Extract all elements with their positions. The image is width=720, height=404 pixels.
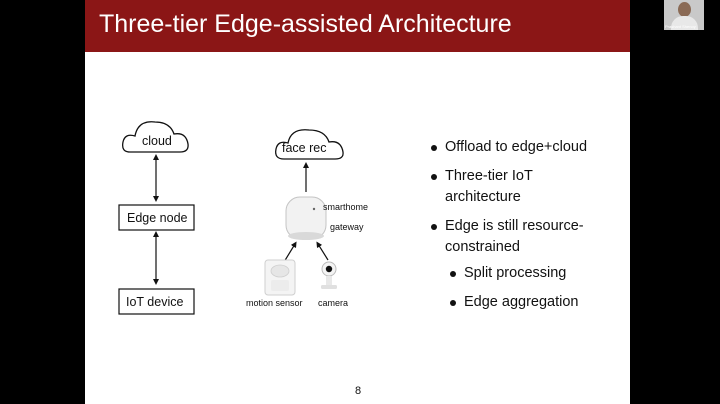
bullet-item: Offload to edge+cloud [431, 137, 587, 158]
motion-sensor-icon [265, 260, 295, 295]
page-number: 8 [355, 385, 362, 397]
bullet-dot-icon [431, 174, 437, 180]
sub-bullet-item: Split processing [450, 263, 566, 284]
participant-video-thumbnail[interactable] [664, 0, 704, 30]
bullet-dot-icon [431, 224, 437, 230]
cloud-label: cloud [142, 134, 172, 148]
participant-name: Prashant Shenoy [665, 24, 696, 29]
title-bar [85, 0, 630, 52]
smarthome-hub-icon [286, 197, 326, 240]
bullet-item: Edge is still resource-constrained [431, 216, 621, 258]
sub-bullet-item: Edge aggregation [450, 292, 579, 313]
camera-label: camera [318, 298, 349, 308]
bullet-item: Three-tier IoT architecture [431, 166, 591, 208]
camera-hub-arrow [318, 244, 328, 260]
hub-label-line2: gateway [330, 222, 364, 232]
motion-sensor-label: motion sensor [246, 298, 303, 308]
sensor-hub-arrow [284, 244, 295, 262]
bullet-dot-icon [431, 145, 437, 151]
edge-node-label: Edge node [127, 211, 188, 225]
slide-title: Three-tier Edge-assisted Architecture [99, 10, 512, 38]
camera-icon [321, 262, 337, 289]
bullet-dot-icon [450, 271, 456, 277]
hub-label-line1: smarthome [323, 202, 369, 212]
bullet-dot-icon [450, 300, 456, 306]
participant-head [678, 2, 691, 17]
face-rec-label: face rec [282, 141, 327, 155]
iot-device-label: IoT device [126, 295, 184, 309]
slide [85, 0, 630, 404]
